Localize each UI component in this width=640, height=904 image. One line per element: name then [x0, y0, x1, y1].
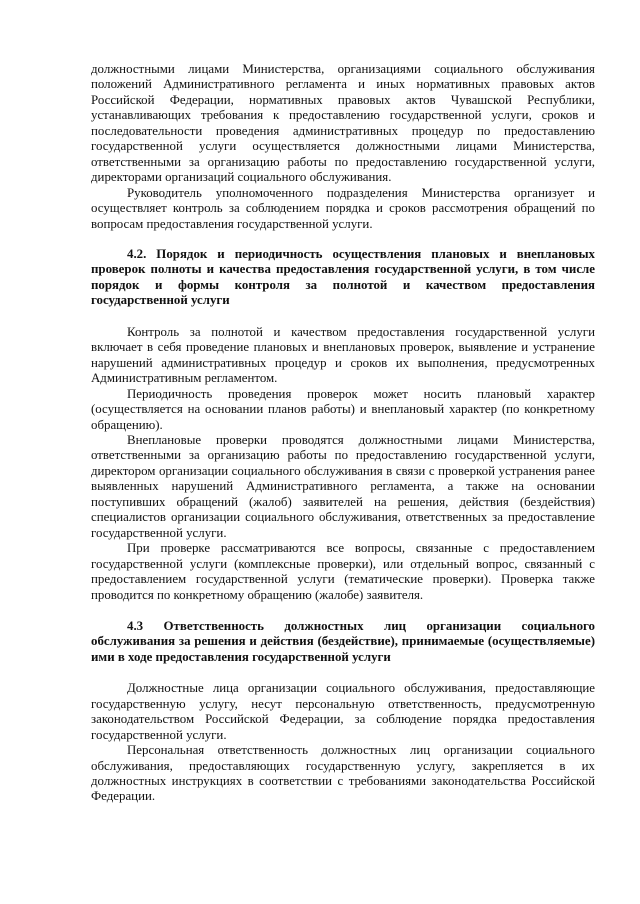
paragraph-check-scope: При проверке рассматриваются все вопросы, связанные с предоставлением государственной услуги (комплексные проверки), или отдельный вопрос, связанный с предоставлением государственной услуги (тематические проверки). Проверка также проводится по конкретному обращению (жалобе) заявителя.: [91, 541, 595, 602]
paragraph-control-continuation: должностными лицами Министерства, организациями социального обслуживания положений Административного регламента и иных нормативных правовых актов Российской Федерации, нормативных правовых актов Чувашской Республики, устанавливающих требования к предоставлению государственной услуги, сроков и последовательности проведения административных процедур по предоставлению государственной услуги осуществляется должностными лицами Министерства, ответственными за организацию работы по предоставлению государственной услуги, директорами организаций социального обслуживания.: [91, 62, 595, 185]
spacer: [91, 309, 595, 325]
paragraph-head-unit-control: Руководитель уполномоченного подразделения Министерства организует и осуществляет контроль за соблюдением порядка и сроков рассмотрения обращений по вопросам предоставления государственной услуги.: [91, 185, 595, 231]
spacer: [91, 665, 595, 681]
section-heading-4-2: 4.2. Порядок и периодичность осуществления плановых и внеплановых проверок полноты и качества предоставления государственной услуги, в том числе порядок и формы контроля за полнотой и качеством предоставления государственной услуги: [91, 246, 595, 308]
spacer: [91, 232, 595, 247]
paragraph-quality-control: Контроль за полнотой и качеством предоставления государственной услуги включает в себя проведение плановых и внеплановых проверок, выявление и устранение нарушений административных процедур и сроков их выполнения, предусмотренных Административным регламентом.: [91, 324, 595, 386]
paragraph-officials-responsibility: Должностные лица организации социального обслуживания, предоставляющие государственную услугу, несут персональную ответственность, предусмотренную законодательством Российской Федерации, за соблюдение порядка предоставления государственной услуги.: [91, 681, 595, 742]
paragraph-unscheduled-checks: Внеплановые проверки проводятся должностными лицами Министерства, ответственными за организацию работы по предоставлению государственной услуги, директором организации социального обслуживания в связи с проверкой устранения ранее выявленных нарушений Административного регламента, а также на основании поступивших обращений (жалоб) заявителей на решения, действия (бездействия) специалистов организации социального обслуживания, ответственных за предоставление государственной услуги.: [91, 432, 595, 540]
spacer: [91, 603, 595, 619]
document-page: [91, 62, 595, 805]
paragraph-check-periodicity: Периодичность проведения проверок может носить плановый характер (осуществляется на основании планов работы) и внеплановый характер (по конкретному обращению).: [91, 386, 595, 432]
paragraph-personal-responsibility: Персональная ответственность должностных лиц организации социального обслуживания, предоставляющих государственную услугу, закрепляется в их должностных инструкциях в соответствии с требованиями законодательства Российской Федерации.: [91, 743, 595, 804]
section-heading-4-3: 4.3 Ответственность должностных лиц организации социального обслуживания за решения и действия (бездействие), принимаемые (осуществляемые) ими в ходе предоставления государственной услуги: [91, 618, 595, 664]
